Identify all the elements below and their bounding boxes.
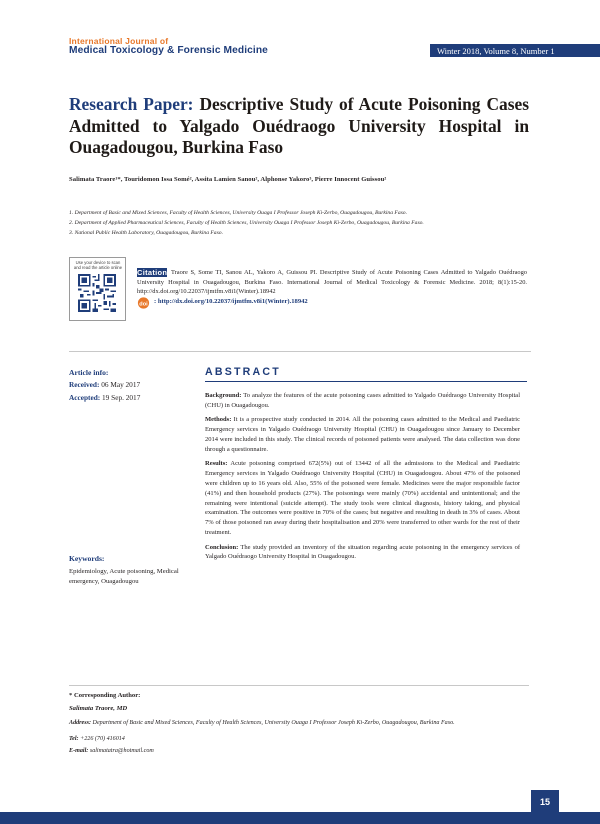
results-label: Results: xyxy=(205,460,228,468)
background-text: To analyze the features of the acute poisoning cases admitted to Yalgado Ouédraogo University Hospital (CHU) in Ouagadougou. xyxy=(205,392,520,409)
abstract-heading: ABSTRACT xyxy=(205,366,281,378)
footer-bar xyxy=(0,812,600,824)
corresponding-address xyxy=(69,717,529,730)
email-text: salimatatra@hotmail.com xyxy=(88,748,154,754)
conclusion-label: Conclusion: xyxy=(205,543,239,551)
qr-code-icon[interactable] xyxy=(78,274,116,312)
issue-info: Winter 2018, Volume 8, Number 1 xyxy=(437,46,555,56)
accepted-label: Accepted: xyxy=(69,393,101,402)
received-label: Received: xyxy=(69,380,100,389)
svg-text:doi: doi xyxy=(139,301,148,308)
corresponding-heading: * Corresponding Author: xyxy=(69,692,141,699)
corresponding-email xyxy=(69,748,154,754)
background-label: Background: xyxy=(205,392,242,399)
article-title-text: Descriptive Study of Acute Poisoning Cases Admitted to Yalgado Ouédraogo University Hospital in Ouagadougou, Burkina Faso xyxy=(69,94,529,157)
results-text: Acute poisoning comprised 672(5%) out of 13442 of all the admissions to the Medical and Paediatric Emergency services in Yalgado Ouédraogo University Hospital (CHU) in Ouagadougou. About 47% of the poisoned were children up to 16 years old. Also, 55% of the poisoned were female. Medicines were the major responsible factor (41%) and then household products (27%). The poisonings were mainly (70%) accidental and unintentional; and the remaining were intentional (suicide attempt). The study tools were clinical diagnosis, history taking, and physical examination. The outcomes were positive in 70% of the cases; but negative and resulting in death in 3% of cases. About 7% of those poisoned ran away during their hospitalisation and 20% were transferred to other wards for the rest of their treatment. xyxy=(205,460,520,536)
corresponding-name: Salimata Traore, MD xyxy=(69,705,128,712)
author-list: Salimata Traore¹*, Touridomon Issa Somé², Assita Lamien Sanou², Alphonse Yakoro³, Pierre Innocent Guissou² xyxy=(69,176,387,183)
affiliation-item: 3. National Public Health Laboratory, Ouagadougou, Burkina Faso. xyxy=(69,229,223,236)
affiliation-item: 2. Department of Applied Pharmaceutical Sciences, Faculty of Health Sciences, University Ouaga I Professor Joseph Ki-Zerbo, Ouagadougou, Burkina Faso. xyxy=(69,219,424,226)
abstract-rule xyxy=(205,381,527,382)
citation-text: Traore S, Some TI, Sanou AL, Yakoro A, Guissou PI. Descriptive Study of Acute Poisoning Cases Admitted to Yalgado Ouédraogo University Hospital in Ouagadougou, Burkina Faso. International Journal of Medical Toxicology & Forensic Medicine. 2018; 8(1):15-20. http://dx.doi.org/10.22037/ijmtfm.v8i1(Winter).18942 xyxy=(137,269,527,296)
corresponding-tel xyxy=(69,736,125,742)
received-date xyxy=(69,380,140,389)
affiliation-item: 1. Department of Basic and Mixed Sciences, Faculty of Health Sciences, University Ouaga I Professor Joseph Ki-Zerbo, Ouagadougou, Burkina Faso. xyxy=(69,210,407,216)
abstract-body xyxy=(205,391,520,567)
journal-name-line2: Medical Toxicology & Forensic Medicine xyxy=(69,45,268,56)
tel-label: Tel: xyxy=(69,736,79,742)
methods-label: Methods: xyxy=(205,416,232,424)
affiliation-list xyxy=(69,209,539,238)
doi-link[interactable]: : http://dx.doi.org/10.22037/ijmtfm.v8i1(Winter).18942 xyxy=(154,298,308,305)
abstract-methods xyxy=(205,415,520,454)
accepted-date xyxy=(69,393,140,402)
methods-text: It is a prospective study conducted in 2014. All the poisoning cases admitted to the Medical and Paediatric Emergency services in Yalgado Ouédraogo University Hospital (CHU) in Ouagadougou since January to December 2014 were included in this study. The clinical records of poisoned patients were analysed. The data collection was done through a questionnaire. xyxy=(205,416,520,453)
citation-badge: Citation: xyxy=(137,268,171,277)
qr-caption: Use your device to scan and read the article online xyxy=(73,260,123,270)
article-type-label: Research Paper: xyxy=(69,94,194,114)
email-label: E-mail: xyxy=(69,748,89,754)
journal-name-line1: International Journal of xyxy=(69,36,169,46)
article-title xyxy=(69,94,529,159)
conclusion-text: The study provided an inventory of the situation regarding acute poisoning in the emergency services of Yalgado Ouédraogo University Hospital in Ouagadougou. xyxy=(205,543,520,561)
doi-icon xyxy=(137,297,150,309)
address-text: Department of Basic and Mixed Sciences, Faculty of Health Sciences, University Ouaga I Professor Joseph Ki-Zerbo, Ouagadougou, Burkina Faso. xyxy=(91,720,455,726)
address-label: Address: xyxy=(69,720,92,726)
page-number: 15 xyxy=(539,797,550,807)
abstract-background xyxy=(205,391,520,411)
abstract-conclusion xyxy=(205,543,520,563)
tel-text: +226 (70) 416014 xyxy=(78,736,125,742)
section-divider xyxy=(69,351,531,352)
footnote-divider xyxy=(69,685,529,686)
received-value: 06 May 2017 xyxy=(99,380,141,389)
article-info-heading: Article info: xyxy=(69,368,109,377)
accepted-value: 19 Sep. 2017 xyxy=(100,393,141,402)
keywords-heading: Keywords: xyxy=(69,554,105,563)
abstract-results xyxy=(205,459,520,537)
keywords-list: Epidemiology, Acute poisoning, Medical emergency, Ouagadougou xyxy=(69,568,179,586)
